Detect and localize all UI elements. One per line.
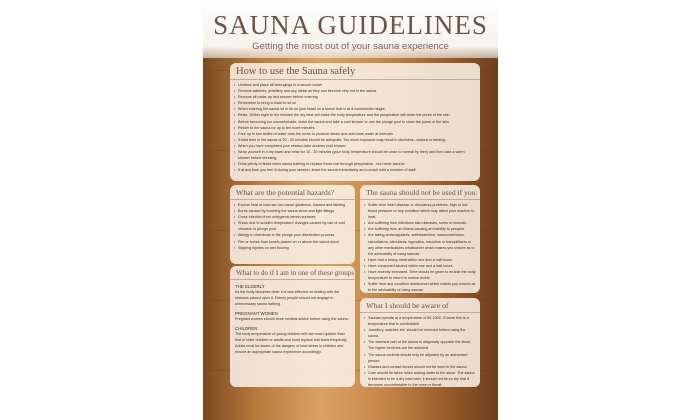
- list-item: • Wrap yourself in a dry towel and relax for 15 - 20 minutes (your body temperature should be close to normal by then) and then take a warm shower before dressing.: [234, 149, 476, 161]
- list-item: • Jewellery, watches etc. should be removed before using the sauna.: [364, 327, 476, 339]
- elderly-text: As the body becomes older it is less effective at dealing with the stresses placed upon it. Elderly people should not engage in unnecessary sauna bathing.: [235, 290, 340, 306]
- list-item: • Care should be taken when adding water to the stove. The sauna is intended to be a dry heat bath, it should not be so dry that it becomes uncomfortable to the nose or throat.: [364, 370, 476, 387]
- poster-header: [203, 0, 498, 58]
- list-item: • Have consumed alcohol within one and a half hours.: [364, 263, 476, 269]
- elderly-heading: THE ELDERLY: [235, 284, 265, 289]
- list-item: • Glasses and contact lenses should not be worn in the sauna.: [364, 364, 476, 370]
- list-item: • Slipping injuries on wet flooring: [234, 245, 351, 251]
- list-item: • Fire or fumes from towels placed on or above the sauna stove: [234, 239, 351, 245]
- list-item: • Allergy to chemicals in the plunge pool disinfection process: [234, 232, 351, 238]
- how-to-title: How to use the Sauna safely: [230, 63, 480, 80]
- list-item: • When entering the sauna sit or lie on your towel on a bench that is at a comfortable height.: [234, 106, 476, 112]
- list-item: • A total time in the sauna of 20 - 30 minutes should be adequate. Too much exposure may result in dizziness, nausea or fainting.: [234, 137, 476, 143]
- pregnant-heading: PREGNANT WOMEN: [235, 311, 278, 316]
- groups-section: [230, 266, 355, 387]
- list-item: • Are suffering from infectious skin diseases, sores or wounds.: [364, 220, 476, 226]
- list-item: • Are taking anticoagulants, antihistamines, vasoconstrictors, vasodilators, stimulants, hypnotics, narcotics or tranquillisers or any other medications whatsoever which makes you unsure as to the advisability of using saunas.: [364, 232, 476, 256]
- list-item: • When you have completed your session take another cold shower.: [234, 143, 476, 149]
- not-used-list: [360, 200, 480, 293]
- list-item: • Return to the sauna for up to ten more minutes.: [234, 125, 476, 131]
- list-item: • Remember to bring a towel to sit on: [234, 100, 476, 106]
- poster-subtitle: Getting the most out of your sauna experience: [252, 41, 449, 52]
- list-item: • Shock due to sudden temperature changes caused by use of cold showers or plunge pool.: [234, 220, 351, 232]
- list-item: • Excess heat or overuse can cause giddiness, nausea and fainting: [234, 202, 351, 208]
- hazards-list: [230, 200, 355, 251]
- list-item: • Remove watches, jewellery and any metal as they can become very hot in the sauna.: [234, 88, 476, 94]
- list-item: • Before becoming too uncomfortable, leave the sauna and take a cold shower or use the plunge pool to close the pores of the skin.: [234, 119, 476, 125]
- children-text: The body temperature of young children will rise much quicker than that of older children or adults and must replace lost fluids frequently. Adults must be aware of the dangers of heat stress in children and ensure an appropriate sauna experience accordingly.: [235, 332, 348, 354]
- list-item: • If at any time you feel ill during your session, leave the sauna immediately and consult with a member of staff.: [234, 167, 476, 173]
- list-item: • Pour up to two ladles of water onto the rocks to produce steam and add more water at intervals: [234, 131, 476, 137]
- how-to-list: [230, 80, 480, 173]
- hazards-title: What are the potential hazards?: [230, 185, 355, 200]
- not-used-title: The sauna should not be used if you:: [360, 185, 480, 200]
- list-item: • Have recently exercised. Time should be given to enable the body temperature to return to normal levels.: [364, 269, 476, 281]
- not-used-section: [360, 185, 480, 293]
- list-item: • Suffer from any condition whatsoever which makes you unsure as to the advisability of using saunas.: [364, 281, 476, 293]
- list-item: • Cross infection from unhygienic bench surfaces: [234, 214, 351, 220]
- aware-list: [360, 313, 480, 387]
- list-item: • Saunas operate at a temperature of 85-100C. Ensure this is a temperature that is comfortable.: [364, 315, 476, 327]
- list-item: • The sauna controls should only be adjusted by an authorised person.: [364, 352, 476, 364]
- list-item: • Have had a heavy meal within one and a half hours.: [364, 257, 476, 263]
- list-item: • The warmest part of the sauna is diagonally opposite the stove. The higher benches are the warmest.: [364, 339, 476, 351]
- list-item: • Relax. Within eight to ten minutes the dry heat will make the body temperature and the perspiration will clean the pores of the skin.: [234, 112, 476, 118]
- hazards-section: [230, 185, 355, 264]
- list-item: • Drink plenty of fluids when sauna bathing to replace those lost through perspiration - but never alcohol: [234, 161, 476, 167]
- children-heading: CHILDREN: [235, 326, 258, 331]
- aware-title: What I should be aware of: [360, 298, 480, 313]
- list-item: • Undress and place all belongings in a secure locker: [234, 82, 476, 88]
- list-item: • Remove all make-up and shower before entering: [234, 94, 476, 100]
- how-to-section: [230, 63, 480, 181]
- list-item: • Burns caused by touching the sauna stove and light fittings: [234, 208, 351, 214]
- aware-section: [360, 298, 480, 387]
- poster-title: SAUNA GUIDELINES: [213, 10, 488, 40]
- list-item: • Are suffering from an illness causing an inability to perspire.: [364, 226, 476, 232]
- groups-title: What to do if I am in one of these groups: [230, 266, 355, 280]
- list-item: • Suffer from heart disease or circulatory problems, high or low blood pressure or any condition which may affect your reaction to heat.: [364, 202, 476, 220]
- sauna-poster: [203, 0, 498, 420]
- pregnant-text: Pregnant women should seek medical advice before using the sauna.: [235, 317, 349, 321]
